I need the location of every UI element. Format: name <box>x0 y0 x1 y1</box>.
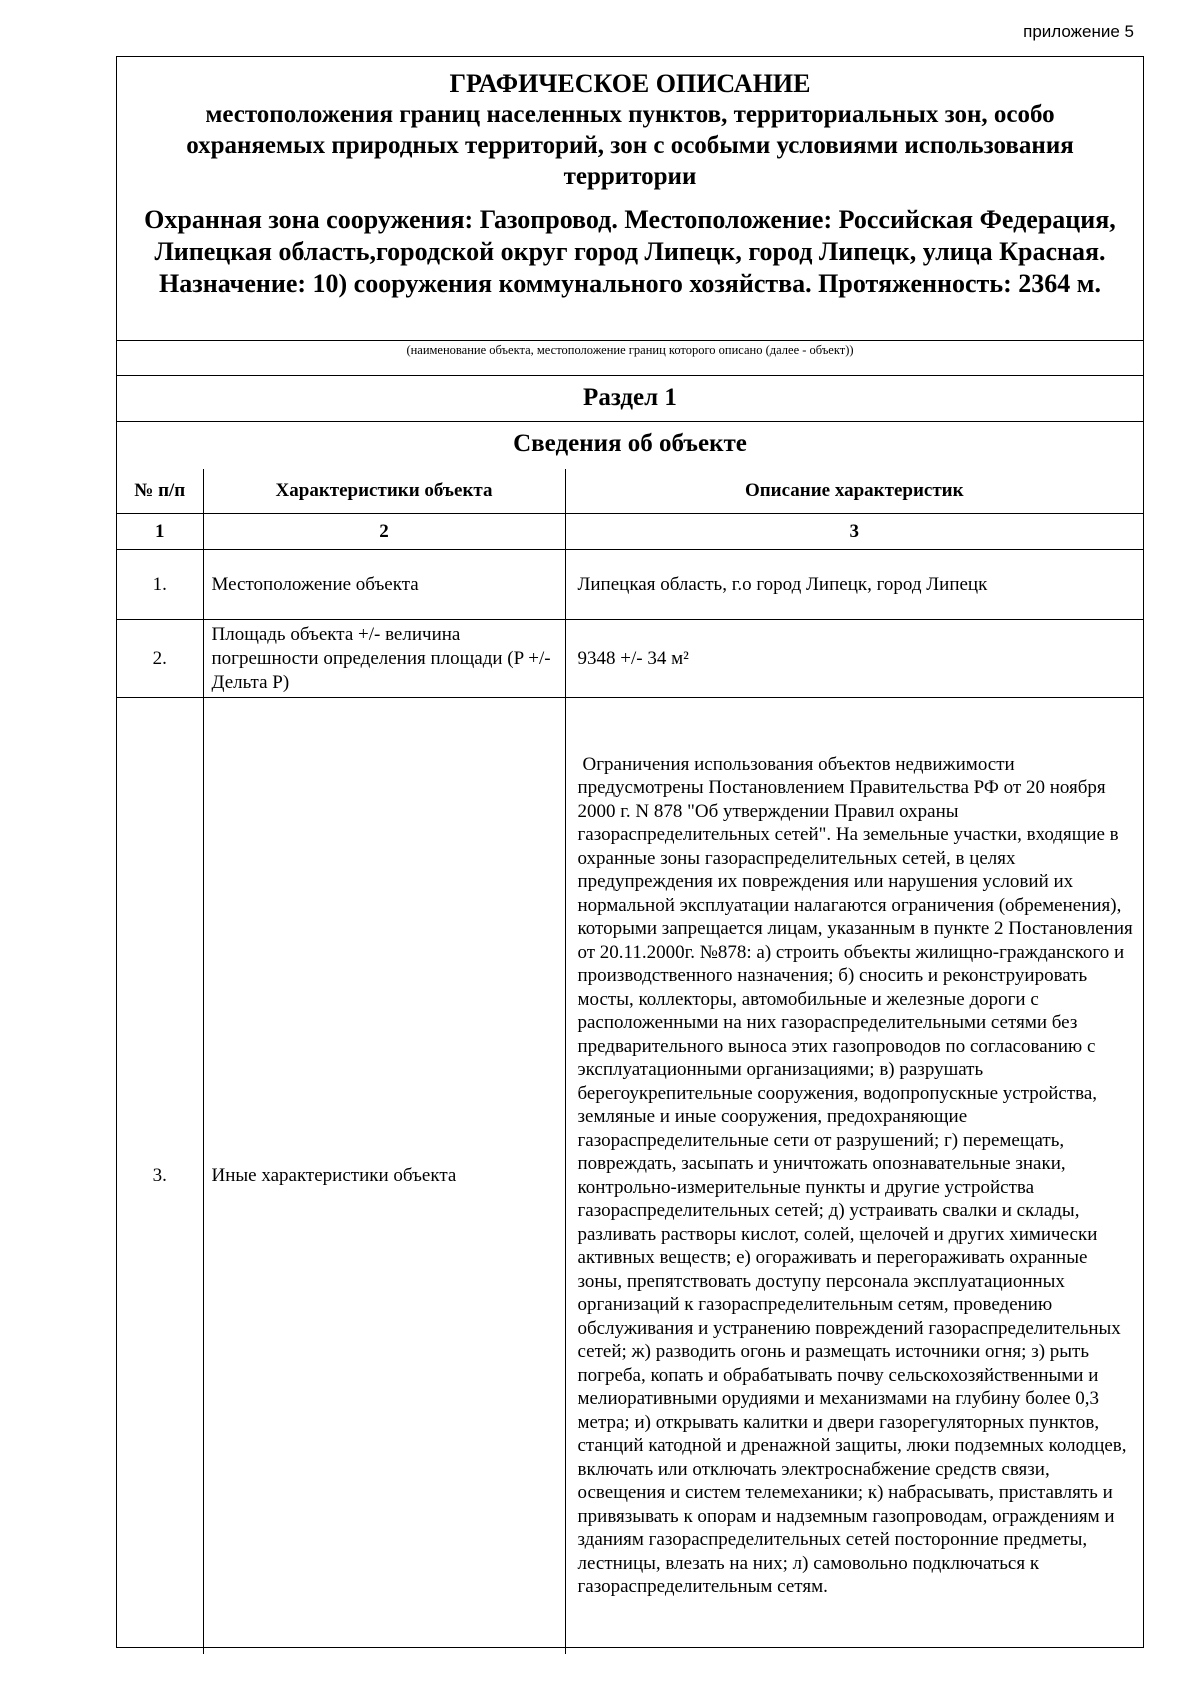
object-caption: (наименование объекта, местоположение границ которого описано (далее - объект)) <box>406 343 854 357</box>
row-characteristic: Иные характеристики объекта <box>203 698 565 1654</box>
row-characteristic: Местоположение объекта <box>203 550 565 620</box>
table-header-row <box>117 469 1143 514</box>
header-characteristic: Характеристики объекта <box>203 469 565 514</box>
object-info-table <box>117 469 1143 1654</box>
header-number: № п/п <box>117 469 203 514</box>
document-subtitle: местоположения границ населенных пунктов, территориальных зон, особо охраняемых природных территорий, зон с особыми условиями использования территории <box>186 101 1074 190</box>
header-description: Описание характеристик <box>565 469 1143 514</box>
column-number: 2 <box>203 514 565 550</box>
object-name: Охранная зона сооружения: Газопровод. Местоположение: Российская Федерация, Липецкая область,городской округ город Липецк, город Липецк, улица Красная. Назначение: 10) сооружения коммунального хозяйства. Протяженность: 2364 м. <box>144 205 1116 298</box>
column-number: 3 <box>565 514 1143 550</box>
document-frame <box>116 56 1144 1648</box>
table-row <box>117 620 1143 698</box>
appendix-label: приложение 5 <box>1023 22 1134 41</box>
row-description: 9348 +/- 34 м² <box>565 620 1143 698</box>
row-description: Ограничения использования объектов недвижимости предусмотрены Постановлением Правительства РФ от 20 ноября 2000 г. N 878 "Об утверждении Правил охраны газораспределительных сетей". На земельные участки, входящие в охранные зоны газораспределительных сетей, в целях предупреждения их повреждения или нарушения условий их нормальной эксплуатации налагаются ограничения (обременения), которыми запрещается лицам, указанным в пункте 2 Постановления от 20.11.2000г. №878: а) строить объекты жилищно-гражданского и производственного назначения; б) сносить и реконструировать мосты, коллекторы, автомобильные и железные дороги с расположенными на них газораспределительными сетями без предварительного выноса этих газопроводов по согласованию с эксплуатационными организациями; в) разрушать берегоукрепительные сооружения, водопропускные устройства, земляные и иные сооружения, предохраняющие газораспределительные сети от разрушений; г) перемещать, повреждать, засыпать и уничтожать опознавательные знаки, контрольно-измерительные пункты и другие устройства газораспределительных сетей; д) устраивать свалки и склады, разливать растворы кислот, солей, щелочей и других химически активных веществ; е) огораживать и перегораживать охранные зоны, препятствовать доступу персонала эксплуатационных организаций к газораспределительным сетям, проведению обслуживания и устранению повреждений газораспределительных сетей; ж) разводить огонь и размещать источники огня; з) рыть погреба, копать и обрабатывать почву сельскохозяйственными и мелиоративными орудиями и механизмами на глубину более 0,3 метра; и) открывать калитки и двери газорегуляторных пунктов, станций катодной и дренажной защиты, люки подземных колодцев, включать или отключать электроснабжение средств связи, освещения и систем телемеханики; к) набрасывать, приставлять и привязывать к опорам и надземным газопроводам, ограждениям и зданиям газораспределительных сетей посторонние предметы, лестницы, влезать на них; л) самовольно подключаться к газораспределительным сетям. <box>565 698 1143 1654</box>
document-header <box>117 57 1143 341</box>
row-description: Липецкая область, г.о город Липецк, город Липецк <box>565 550 1143 620</box>
section-title: Раздел 1 <box>583 384 677 411</box>
section-subtitle: Сведения об объекте <box>513 430 747 457</box>
column-number: 1 <box>117 514 203 550</box>
table-row <box>117 550 1143 620</box>
row-characteristic: Площадь объекта +/- величина погрешности определения площади (P +/- Дельта P) <box>203 620 565 698</box>
row-number: 3. <box>117 698 203 1654</box>
document-title: ГРАФИЧЕСКОЕ ОПИСАНИЕ <box>449 69 811 98</box>
divider <box>117 340 1143 341</box>
table-row <box>117 698 1143 1654</box>
column-number-row <box>117 514 1143 550</box>
row-number: 1. <box>117 550 203 620</box>
row-number: 2. <box>117 620 203 698</box>
